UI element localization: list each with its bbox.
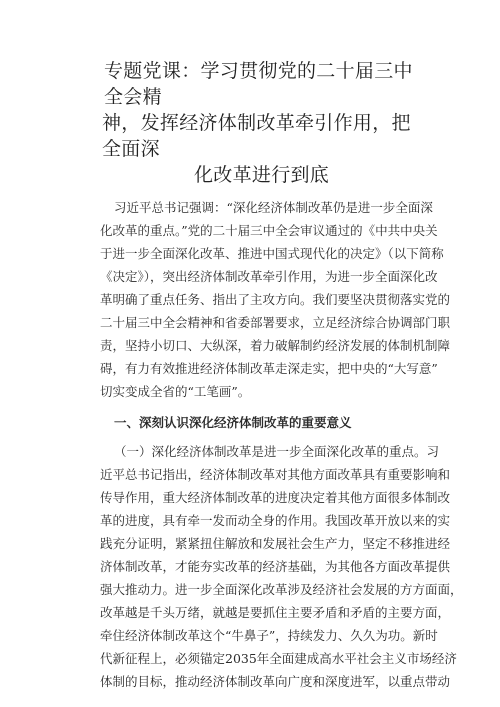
paragraph-line: 《决定》），突出经济体制改革牵引作用，为进一步全面深化改 [100,269,438,284]
paragraph-line: 切实变成全省的“工笔画”。 [100,384,251,399]
paragraph-section-1 [100,440,463,693]
paragraph-line: 体制的目标，推动经济体制改革向广度和深度进军，以重点带动 [100,674,451,689]
paragraph-line: 牵住经济体制改革这个“牛鼻子”，持续发力、久久为功。新时 [100,628,438,643]
paragraph-line: 强大推动力。进一步全面深化改革涉及经济社会发展的方方面面， [100,582,463,597]
paragraph-line: （一）深化经济体制改革是进一步全面深化改革的重点。习 [114,444,440,459]
paragraph-line: 习近平总书记强调：“深化经济体制改革仍是进一步全面深 [114,200,433,215]
title-line-1: 专题党课：学习贯彻党的二十届三中全会精 [104,60,413,108]
paragraph-intro [100,196,451,403]
paragraph-line: 近平总书记指出，经济体制改革对其他方面改革具有重要影响和 [100,467,451,482]
document-body [100,196,463,693]
paragraph-line: 传导作用，重大经济体制改革的进度决定着其他方面很多体制改 [100,490,451,505]
paragraph-line: 济体制改革，才能夯实改革的经济基础，为其他各方面改革提供 [100,559,451,574]
paragraph-line: 碍，有力有效推进经济体制改革走深走实，把中央的“大写意” [100,361,438,376]
document-title [100,58,430,188]
paragraph-line: 于进一步全面深化改革、推进中国式现代化的决定》（以下简称 [100,246,444,261]
paragraph-line: 责，坚持小切口、大纵深，着力破解制约经济发展的体制机制障 [100,338,451,353]
section-heading: 一、深刻认识深化经济体制改革的重要意义 [114,415,352,430]
paragraph-line: 革的进度，具有牵一发而动全身的作用。我国改革开放以来的实 [100,513,451,528]
paragraph-line: 代新征程上，必须锚定2035年全面建成高水平社会主义市场经济 [100,651,457,666]
paragraph-line: 革明确了重点任务、指出了主攻方向。我们要坚决贯彻落实党的 [100,292,451,307]
title-line-2: 神，发挥经济体制改革牵引作用，把全面深 [102,112,411,160]
paragraph-line: 践充分证明，紧紧扭住解放和发展社会生产力，坚定不移推进经 [100,536,451,551]
paragraph-line: 改革越是千头万绪，就越是要抓住主要矛盾和矛盾的主要方面， [100,605,451,620]
paragraph-line: 二十届三中全会精神和省委部署要求，立足经济综合协调部门职 [100,315,451,330]
title-line-3: 化改革进行到底 [194,164,330,186]
paragraph-line: 化改革的重点。”党的二十届三中全会审议通过的《中共中央关 [100,223,438,238]
